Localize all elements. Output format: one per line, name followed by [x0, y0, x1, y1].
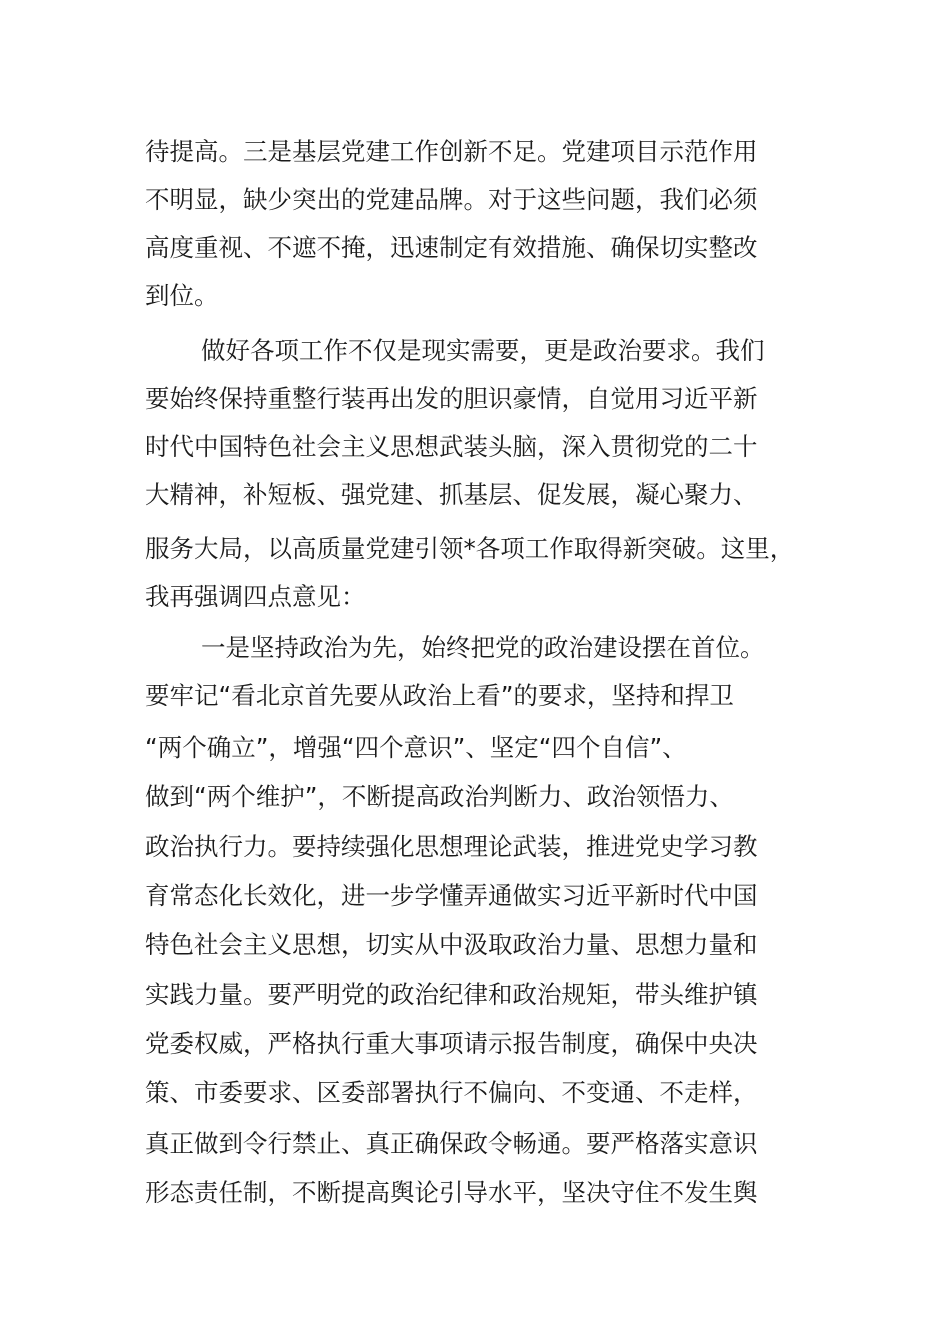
- text-line: 高度重视、不遮不掩，迅速制定有效措施、确保切实整改: [145, 233, 758, 262]
- paragraph-first-line: 一是坚持政治为先，始终把党的政治建设摆在首位。: [201, 633, 765, 662]
- text-line: 党委权威，严格执行重大事项请示报告制度，确保中央决: [145, 1029, 758, 1058]
- text-line: 不明显，缺少突出的党建品牌。对于这些问题，我们必须: [145, 185, 758, 214]
- text-line: 待提高。三是基层党建工作创新不足。党建项目示范作用: [145, 137, 758, 166]
- text-line: 实践力量。要严明党的政治纪律和政治规矩，带头维护镇: [145, 980, 758, 1009]
- text-line: 大精神，补短板、强党建、抓基层、促发展，凝心聚力、: [145, 480, 758, 509]
- text-line: 时代中国特色社会主义思想武装头脑，深入贯彻党的二十: [145, 432, 758, 461]
- text-line: 政治执行力。要持续强化思想理论武装，推进党史学习教: [145, 832, 758, 861]
- text-line: 要牢记“看北京首先要从政治上看”的要求，坚持和捍卫: [145, 681, 734, 710]
- text-line: 要始终保持重整行装再出发的胆识豪情，自觉用习近平新: [145, 384, 758, 413]
- text-line: 形态责任制，不断提高舆论引导水平，坚决守住不发生舆: [145, 1178, 758, 1207]
- paragraph-first-line: 做好各项工作不仅是现实需要，更是政治要求。我们: [201, 336, 765, 365]
- text-line: 真正做到令行禁止、真正确保政令畅通。要严格落实意识: [145, 1129, 758, 1158]
- text-line: 服务大局，以高质量党建引领*各项工作取得新突破。这里，: [145, 534, 795, 563]
- text-line: 育常态化长效化，进一步学懂弄通做实习近平新时代中国: [145, 881, 758, 910]
- text-line: 策、市委要求、区委部署执行不偏向、不变通、不走样，: [145, 1078, 758, 1107]
- text-line: 我再强调四点意见：: [145, 582, 366, 611]
- text-line: “两个确立”，增强“四个意识”、坚定“四个自信”、: [145, 733, 687, 762]
- text-line: 特色社会主义思想，切实从中汲取政治力量、思想力量和: [145, 930, 758, 959]
- text-line: 到位。: [145, 281, 219, 310]
- text-line: 做到“两个维护”，不断提高政治判断力、政治领悟力、: [145, 782, 734, 811]
